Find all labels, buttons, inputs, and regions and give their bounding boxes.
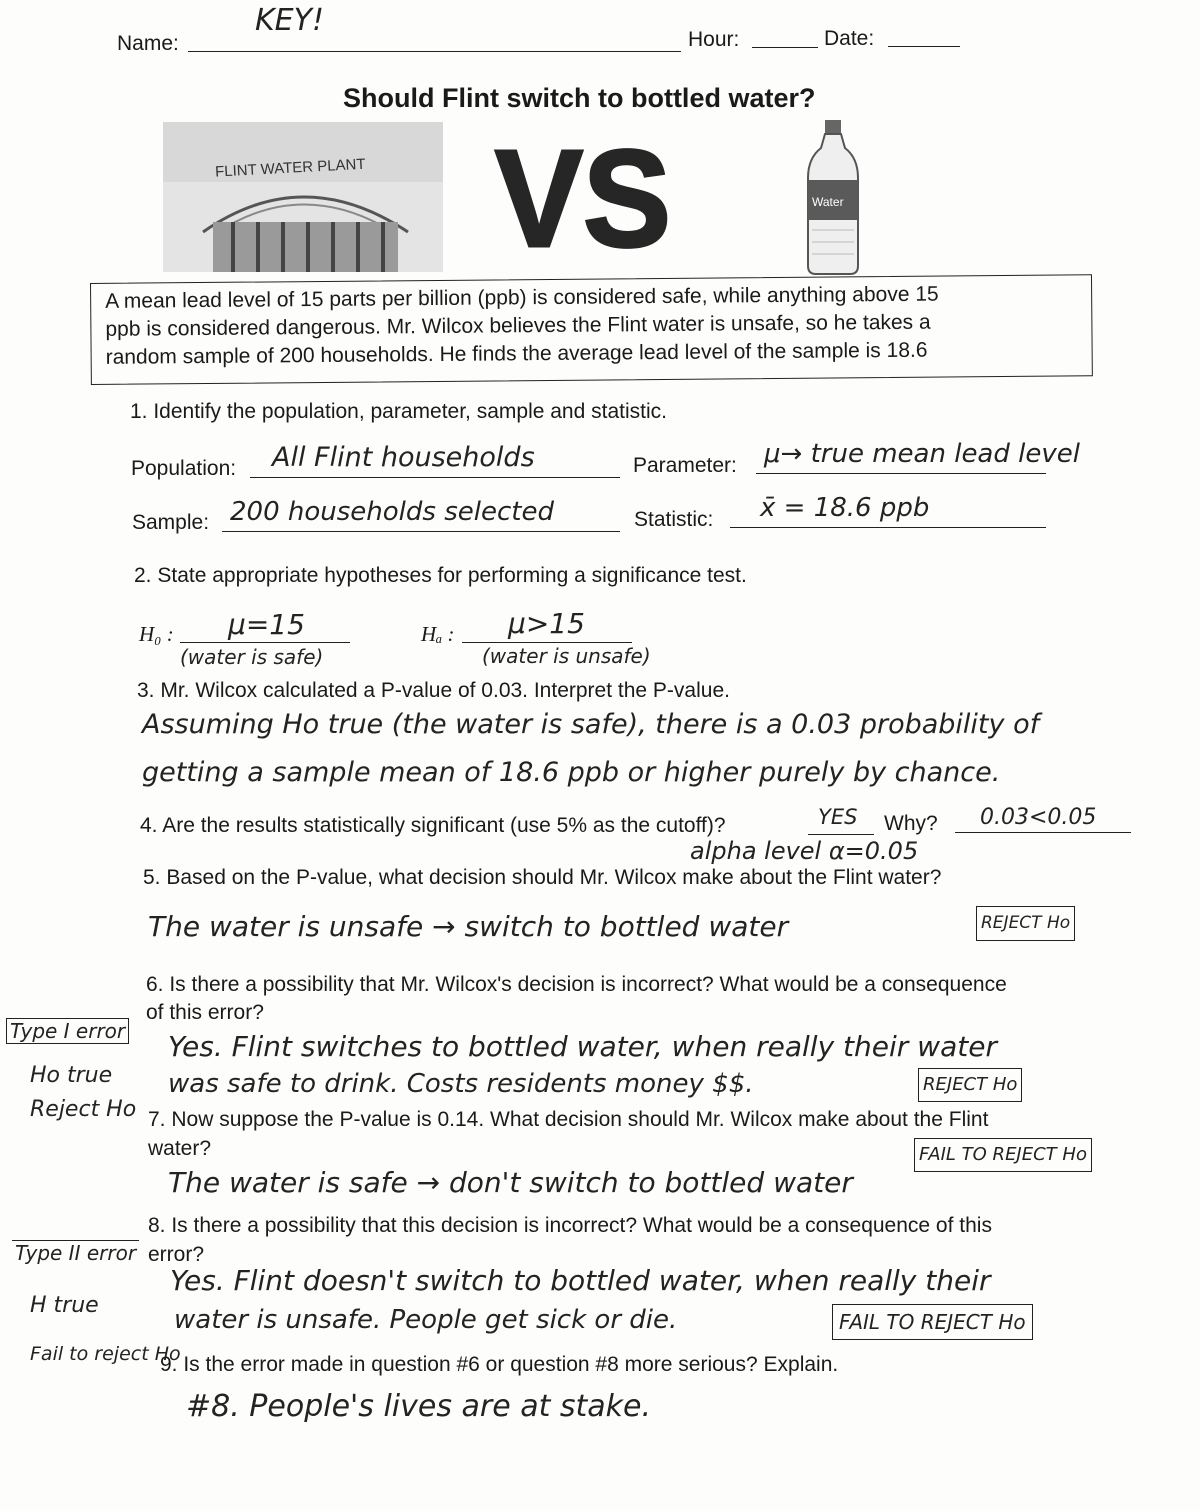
q6-margin-truth: Ho true	[30, 1063, 113, 1088]
ha-answer: μ>15	[508, 607, 585, 640]
ha-label: Hₐ :	[421, 622, 455, 646]
q4-answer: YES	[818, 805, 858, 829]
q6-prompt-line-2: of this error?	[146, 1001, 264, 1024]
plant-sign-text: FLINT WATER PLANT	[214, 155, 366, 181]
intro-line-1: A mean lead level of 15 parts per billion (ppb) is considered safe, while anything above 15	[105, 282, 939, 313]
population-answer: All Flint households	[272, 442, 535, 473]
intro-box	[90, 274, 1093, 385]
intro-line-2: ppb is considered dangerous. Mr. Wilcox believes the Flint water is unsafe, so he takes a	[105, 310, 931, 341]
name-label: Name:	[117, 32, 179, 55]
bottle-label: Water	[812, 195, 844, 209]
date-label: Date:	[824, 27, 875, 50]
q6-margin-type: Type I error	[6, 1018, 129, 1044]
ha-note: (water is unsafe)	[482, 644, 651, 668]
page-title: Should Flint switch to bottled water?	[343, 83, 816, 113]
q7-answer: The water is safe → don't switch to bottled water	[168, 1166, 853, 1199]
parameter-line	[756, 473, 1046, 474]
q6-prompt-line-1: 6. Is there a possibility that Mr. Wilcox's decision is incorrect? What would be a consequence	[146, 973, 1007, 996]
q5-boxed-answer: REJECT Ho	[976, 906, 1075, 941]
ha-line	[462, 642, 632, 643]
statistic-answer: x̄ = 18.6 ppb	[760, 493, 930, 523]
name-line	[188, 51, 681, 52]
date-line	[888, 46, 960, 47]
q1-prompt: 1. Identify the population, parameter, sample and statistic.	[130, 400, 667, 423]
q4-why-answer: 0.03<0.05	[980, 805, 1097, 830]
q8-prompt-line-2: error?	[148, 1243, 205, 1266]
statistic-label: Statistic:	[634, 508, 714, 531]
parameter-answer: μ→ true mean lead level	[764, 439, 1080, 469]
h0-answer: μ=15	[228, 608, 305, 641]
q8-margin-truth: H true	[30, 1293, 99, 1318]
h0-label: H₀ :	[139, 622, 174, 646]
q2-prompt: 2. State appropriate hypotheses for performing a significance test.	[134, 564, 747, 587]
q8-margin-decision: Fail to reject Ho	[30, 1343, 181, 1365]
water-bottle-image	[798, 118, 868, 276]
population-label: Population:	[131, 457, 237, 480]
q8-boxed-answer: FAIL TO REJECT Ho	[832, 1304, 1033, 1340]
h0-line	[180, 642, 350, 643]
sample-answer: 200 households selected	[230, 497, 554, 527]
q3-answer-line-1: Assuming Ho true (the water is safe), there is a 0.03 probability of	[142, 709, 1040, 740]
q5-answer: The water is unsafe → switch to bottled water	[148, 910, 789, 943]
q6-margin-decision: Reject Ho	[30, 1097, 137, 1122]
q4-why-line	[955, 832, 1131, 833]
q8-answer-line-1: Yes. Flint doesn't switch to bottled water, when really their	[170, 1264, 991, 1297]
vs-text: VS	[495, 128, 671, 258]
sample-line	[222, 531, 620, 532]
q6-answer-line-2: was safe to drink. Costs residents money $$.	[168, 1069, 754, 1099]
q8-answer-line-2: water is unsafe. People get sick or die.	[174, 1305, 678, 1335]
vs-graphic	[493, 128, 673, 258]
q3-answer-line-2: getting a sample mean of 18.6 ppb or higher purely by chance.	[142, 757, 1001, 788]
q9-answer: #8. People's lives are at stake.	[186, 1389, 652, 1424]
population-line	[250, 477, 620, 478]
q8-prompt-line-1: 8. Is there a possibility that this decision is incorrect? What would be a consequence of this	[148, 1214, 992, 1237]
water-plant-image	[163, 122, 443, 272]
q6-answer-line-1: Yes. Flint switches to bottled water, when really their water	[168, 1030, 997, 1063]
q5-prompt: 5. Based on the P-value, what decision should Mr. Wilcox make about the Flint water?	[143, 866, 942, 889]
q4-prompt: 4. Are the results statistically significant (use 5% as the cutoff)?	[140, 814, 726, 837]
parameter-label: Parameter:	[633, 454, 737, 477]
q4-why-label: Why?	[884, 812, 938, 835]
q4-answer-line	[808, 834, 874, 835]
hour-label: Hour:	[688, 28, 740, 51]
hour-line	[752, 47, 818, 48]
q6-boxed-answer: REJECT Ho	[918, 1068, 1022, 1102]
q7-boxed-answer: FAIL TO REJECT Ho	[914, 1138, 1092, 1172]
statistic-line	[730, 527, 1046, 528]
q4-alpha-note: alpha level α=0.05	[690, 837, 919, 865]
q3-prompt: 3. Mr. Wilcox calculated a P-value of 0.03. Interpret the P-value.	[137, 679, 730, 702]
sample-label: Sample:	[132, 511, 210, 534]
q9-prompt: 9. Is the error made in question #6 or question #8 more serious? Explain.	[160, 1353, 839, 1376]
q7-prompt-line-1: 7. Now suppose the P-value is 0.14. What decision should Mr. Wilcox make about the Flint	[148, 1108, 989, 1131]
intro-line-3: random sample of 200 households. He finds the average lead level of the sample is 18.6	[105, 338, 928, 369]
q8-margin-type: Type II error	[12, 1240, 139, 1265]
name-answer: KEY!	[255, 3, 324, 38]
q7-prompt-line-2: water?	[148, 1137, 212, 1160]
h0-note: (water is safe)	[180, 645, 324, 669]
